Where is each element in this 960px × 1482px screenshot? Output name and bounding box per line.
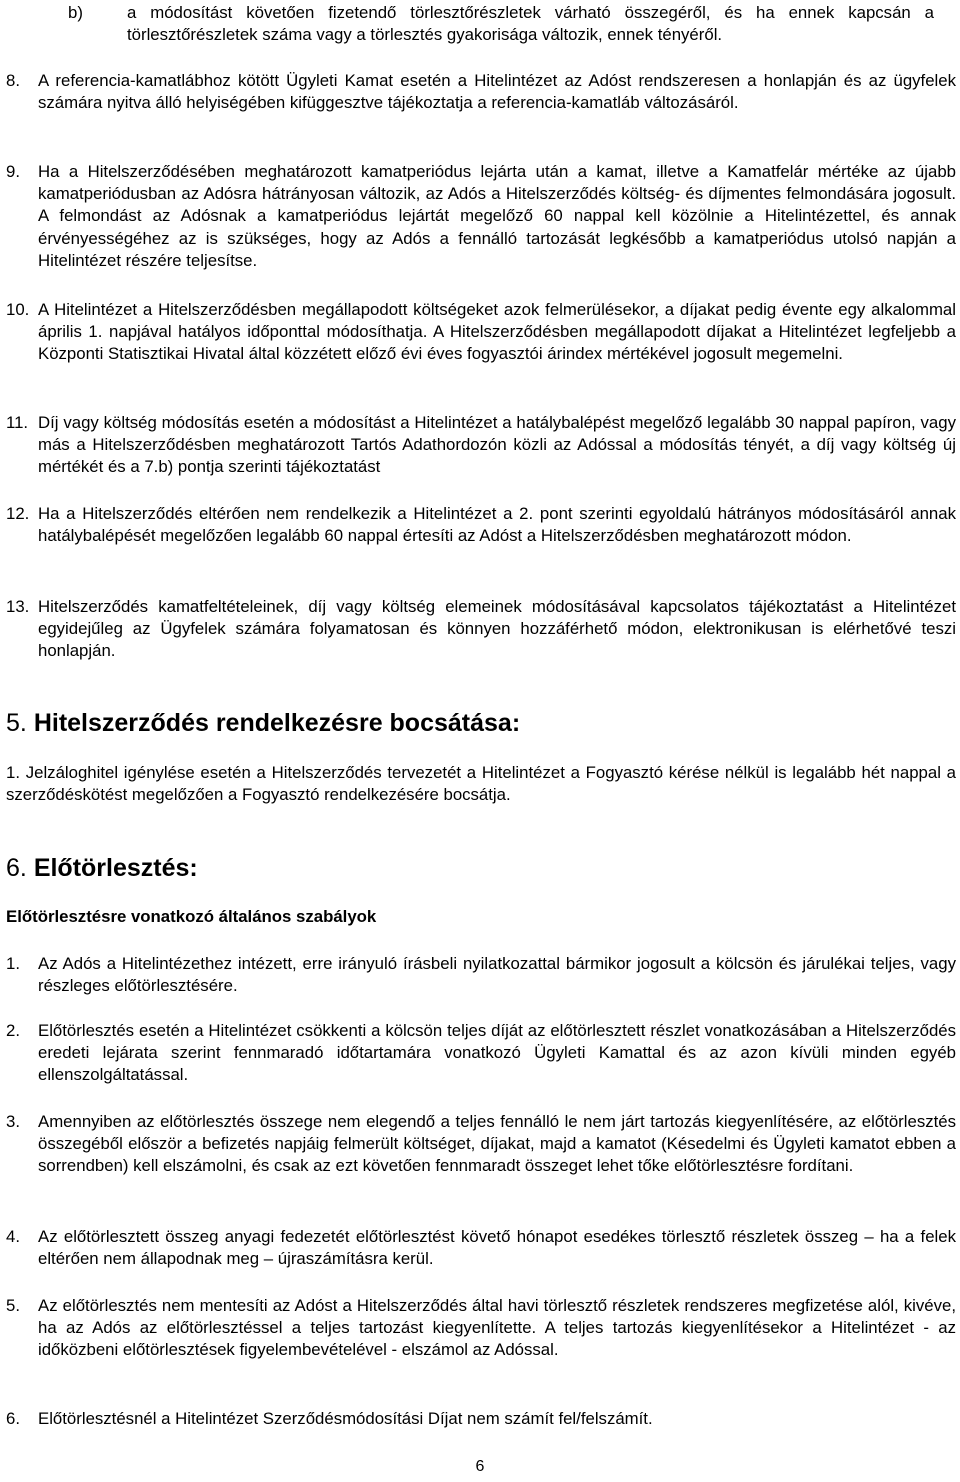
item-label: 3. [6,1112,20,1131]
item-text: Díj vagy költség módosítás esetén a módosítást a Hitelintézet a hatálybalépést megelőző legalább 30 nappal papíron, vagy más a Hitelszerződésben meghatározott Tartós Adathordozón közli az Adóssal a módosítás tényét, a díj vagy költség új mértékét és a 7.b) pontja szerinti tájékoztatást [38,413,956,477]
item-label: 2. [6,1021,20,1040]
item-text: Az előtörlesztés nem mentesíti az Adóst a Hitelszerződés által havi törlesztő részletek rendszeres megfizetése alól, kivéve, ha az Adós az előtörlesztéssel a teljes tartozást kiegyenlítette. A teljes tartozás kiegyenlítésekor a Hitelintézet - az időközbeni előtörlesztések figyelembevételével - elszámol az Adóssal. [38,1296,956,1360]
section-number: 5. [6,709,27,737]
item-text: A referencia-kamatlábhoz kötött Ügyleti Kamat esetén a Hitelintézet az Adóst rendszeresen a honlapján és az ügyfelek számára nyitva álló helyiségében kifüggesztve tájékoztatja a referencia-kamatláb változásáról. [38,71,956,113]
paragraph-text: 1. Jelzáloghitel igénylése esetén a Hitelszerződés tervezetét a Hitelintézet a Fogyasztó kérése nélkül is legalább hét nappal a szerződéskötést megelőzően a Fogyasztó rendelkezésére bocsátja. [6,763,956,805]
item-label: 13. [6,597,30,616]
item-text: Az előtörlesztett összeg anyagi fedezetét előtörlesztést követő hónapot esedékes törlesztő részletek összeg – ha a felek eltérően nem állapodnak meg – újraszámításra kerül. [38,1227,956,1269]
item-text: A Hitelintézet a Hitelszerződésben megállapodott költségeket azok felmerülésekor, a díjakat pedig évente egy alkalommal április 1. napjával hatályos időponttal módosíthatja. A Hitelszerződésben megállapodott díjakat a Hitelintézet legfeljebb a Központi Statisztikai Hivatal által közzétett előző évi éves fogyasztói árindex mértékével jogosult megemelni. [38,300,956,364]
item-label: b) [68,3,83,22]
item-label: 10. [6,300,30,319]
section-number: 6. [6,854,27,882]
page-number: 6 [475,1458,485,1475]
item-label: 5. [6,1296,20,1315]
section-title: Előtörlesztés: [33,854,198,882]
item-label: 8. [6,71,20,90]
item-label: 12. [6,504,30,523]
item-text: Az Adós a Hitelintézethez intézett, erre irányuló írásbeli nyilatkozattal bármikor jogosult a kölcsön és járulékai teljes, vagy részleges előtörlesztésére. [38,954,956,996]
item-text: Előtörlesztésnél a Hitelintézet Szerződésmódosítási Díjat nem számít fel/felszámít. [38,1409,653,1428]
item-label: 1. [6,954,20,973]
item-label: 6. [6,1409,20,1428]
section-title: Hitelszerződés rendelkezésre bocsátása: [33,709,521,737]
item-text: Előtörlesztés esetén a Hitelintézet csökkenti a kölcsön teljes díját az előtörlesztett részlet vonatkozásában a Hitelszerződés eredeti lejárata szerint fennmaradó időtartamára vonatkozó Ügyleti Kamattal és az azon kívüli minden egyéb ellenszolgáltatással. [38,1021,956,1085]
section-5-heading [6,708,520,738]
item-text: a módosítást követően fizetendő törlesztőrészletek várható összegéről, és ha ennek kapcsán a törlesztőrészletek száma vagy a törlesztés gyakorisága változik, ennek tényéről. [127,3,934,45]
item-text: Hitelszerződés kamatfeltételeinek, díj vagy költség elemeinek módosításával kapcsolatos tájékoztatást a Hitelintézet egyidejűleg az Ügyfelek számára folyamatosan és könnyen hozzáférhető módon, elektronikusan is elérhetővé teszi honlapján. [38,597,956,661]
item-text: Ha a Hitelszerződés eltérően nem rendelkezik a Hitelintézet a 2. pont szerinti egyoldalú hátrányos módosításáról annak hatálybalépését megelőzően legalább 60 nappal értesíti az Adóst a Hitelszerződésben meghatározott módon. [38,504,956,546]
item-label: 11. [6,413,29,432]
item-label: 9. [6,162,20,181]
item-text: Amennyiben az előtörlesztés összege nem elegendő a teljes fennálló le nem járt tartozás kiegyenlítésére, az előtörlesztés összegéből először a befizetés napjáig felmerült költséget, díjakat, majd a kamatot (Késedelmi és Ügyleti kamatot ebben a sorrendben) kell elszámolni, és csak az ezt követően fennmaradt összeget lehet tőke előtörlesztésre fordítani. [38,1112,956,1176]
subheading: Előtörlesztésre vonatkozó általános szabályok [6,907,377,926]
section-6-heading [6,853,198,883]
item-text: Ha a Hitelszerződésében meghatározott kamatperiódus lejárta után a kamat, illetve a Kamatfelár mértéke az újabb kamatperiódusban az Adósra hátrányosan változik, az Adós a Hitelszerződés költség- és díjmentes felmondására jogosult. A felmondást az Adósnak a kamatperiódus lejártát megelőző 60 nappal kell közölnie a Hitelintézettel, és annak érvényességéhez az is szükséges, hogy az Adós a fennálló tartozását legkésőbb a kamatperiódus utolsó napján a Hitelintézet részére teljesítse. [38,162,956,270]
item-label: 4. [6,1227,20,1246]
